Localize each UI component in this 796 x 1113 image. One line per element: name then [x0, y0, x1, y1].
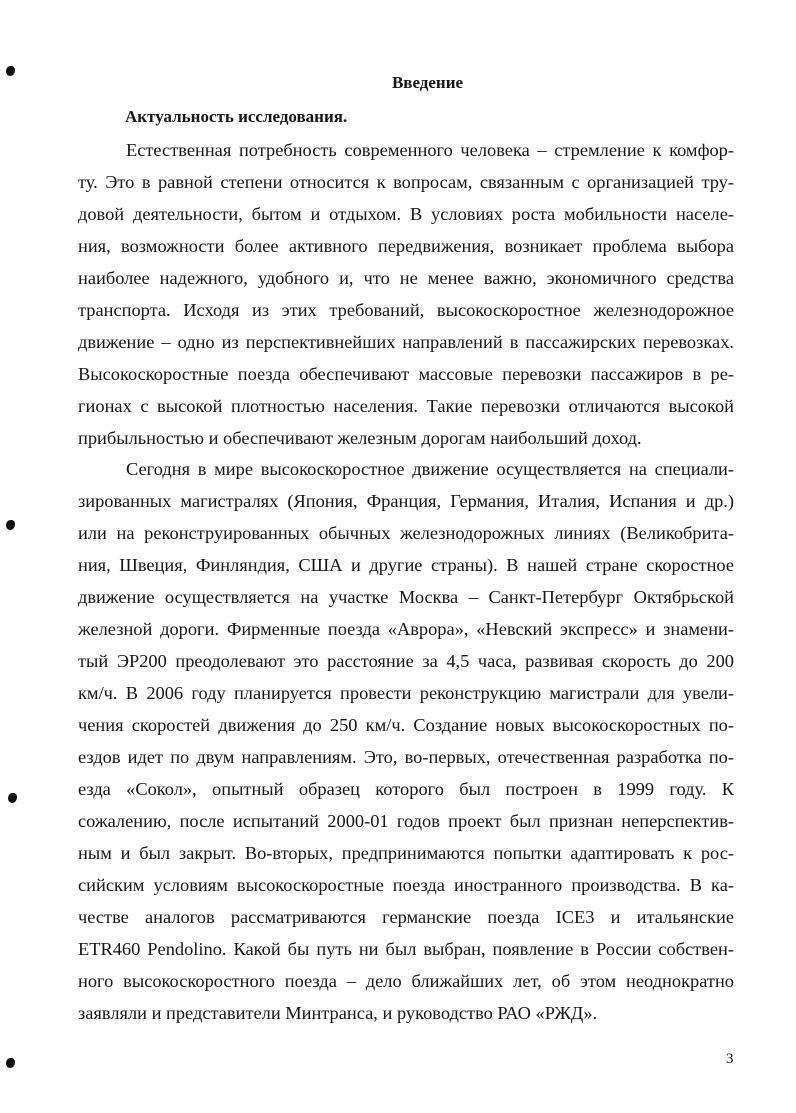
text-line: сийским условиям высокоскоростные поезда иностранного производства. В ка- [78, 875, 734, 895]
subsection-heading: Актуальность исследования. [125, 107, 348, 126]
binder-hole-mark [8, 793, 17, 803]
text-line: ту. Это в равной степени относится к вопросам, связанным с организацией тру- [78, 172, 734, 192]
text-line: железной дороги. Фирменные поезда «Аврора», «Невский экспресс» и знамени- [78, 619, 734, 639]
section-heading: Введение [391, 73, 464, 92]
text-line: ETR460 Pendolino. Какой бы путь ни был выбран, появление в России собствен- [78, 939, 734, 959]
text-line: или на реконструированных обычных железнодорожных линиях (Великобрита- [78, 523, 734, 543]
text-line: движение – одно из перспективнейших направлений в пассажирских перевозках. [78, 332, 734, 352]
text-line: честве аналогов рассматриваются германские поезда ICE3 и итальянские [78, 907, 734, 927]
text-line: км/ч. В 2006 году планируется провести реконструкцию магистрали для увели- [78, 683, 734, 703]
page-number: 3 [726, 1051, 734, 1067]
text-line: ния, возможности более активного передвижения, возникает проблема выбора [78, 236, 734, 256]
text-line: движение осуществляется на участке Москва – Санкт-Петербург Октябрьской [78, 587, 734, 607]
text-line: чения скоростей движения до 250 км/ч. Создание новых высокоскоростных по- [78, 715, 734, 735]
text-line: прибыльностью и обеспечивают железным дорогам наибольший доход. [78, 428, 642, 448]
text-line: гионах с высокой плотностью населения. Такие перевозки отличаются высокой [78, 396, 734, 416]
text-line: Высокоскоростные поезда обеспечивают массовые перевозки пассажиров в ре- [78, 364, 734, 384]
text-line: тый ЭР200 преодолевают это расстояние за 4,5 часа, развивая скорость до 200 [78, 651, 734, 671]
binder-hole-mark [6, 1058, 15, 1068]
binder-hole-mark [6, 520, 15, 530]
text-line: сожалению, после испытаний 2000-01 годов проект был признан неперспектив- [78, 811, 734, 831]
text-line: ездов идет по двум направлениям. Это, во-первых, отечественная разработка по- [78, 747, 734, 767]
text-line: зированных магистралях (Япония, Франция, Германия, Италия, Испания и др.) [78, 491, 734, 511]
text-line: Сегодня в мире высокоскоростное движение осуществляется на специали- [126, 459, 734, 479]
text-line: езда «Сокол», опытный образец которого был построен в 1999 году. К [78, 779, 734, 799]
text-line: довой деятельности, бытом и отдыхом. В условиях роста мобильности населе- [78, 204, 734, 224]
text-line: заявляли и представители Минтранса, и руководство РАО «РЖД». [78, 1003, 598, 1023]
text-line: ным и был закрыт. Во-вторых, предпринимаются попытки адаптировать к рос- [78, 843, 734, 863]
text-line: Естественная потребность современного человека – стремление к комфор- [126, 140, 734, 160]
text-line: наиболее надежного, удобного и, что не менее важно, экономичного средства [78, 268, 734, 288]
text-line: ния, Швеция, Финляндия, США и другие страны). В нашей стране скоростное [78, 555, 734, 575]
text-line: ного высокоскоростного поезда – дело ближайших лет, об этом неоднократно [78, 971, 734, 991]
text-line: транспорта. Исходя из этих требований, высокоскоростное железнодорожное [78, 300, 734, 320]
